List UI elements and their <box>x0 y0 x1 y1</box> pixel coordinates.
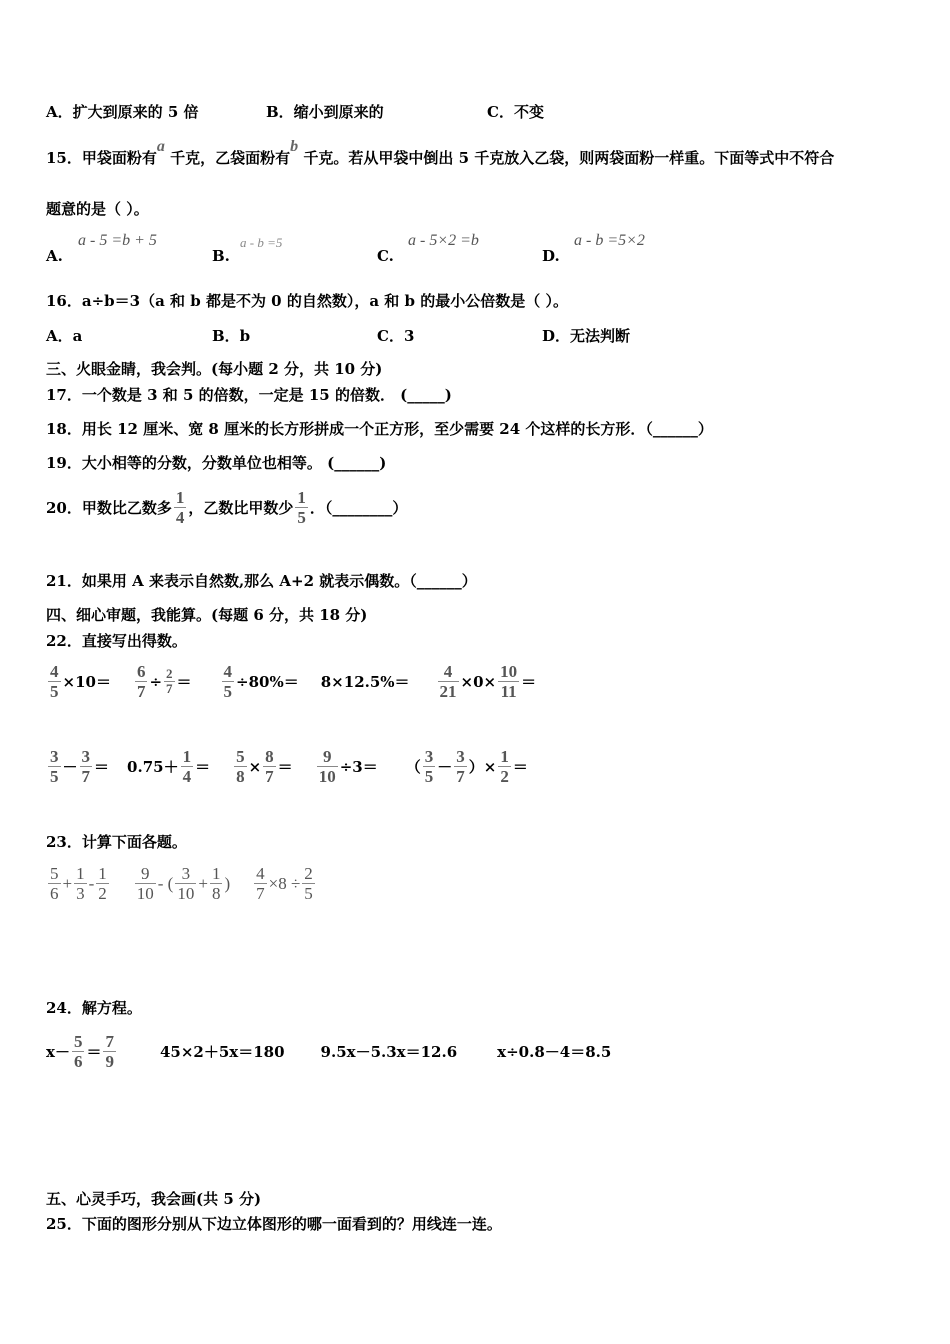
q25-text: 25．下面的图形分别从下边立体图形的哪一面看到的？用线连一连。 <box>46 1215 502 1233</box>
q22-row-2: $\frac{3}{5}$ － $\frac{3}{7}$ ＝ 0.75＋ $\frac{1}{4}$ ＝ $\frac{5}{8}$ × $\frac{8}{7}$ ＝ $\frac{9}{10}$ ÷3＝ （ $\frac{3}{5}$ － $\frac{3}{7}$ ）× $\frac{1}{2}$ ＝ <box>50 747 528 786</box>
q23-title: 23．计算下面各题。 <box>46 833 187 851</box>
q15-option-a: A. <box>46 247 63 265</box>
q17-text: 17．一个数是 3 和 5 的倍数，一定是 15 的倍数． (_____) <box>46 386 452 404</box>
q15-option-c: C. <box>377 247 394 265</box>
q22-title: 22．直接写出得数。 <box>46 632 187 650</box>
q16-option-c: C．3 <box>377 327 415 345</box>
section-4-heading: 四、细心审题，我能算。(每题 6 分，共 18 分) <box>46 606 368 624</box>
q15-text-2: 题意的是（ ）。 <box>46 200 149 218</box>
q16-option-b: B．b <box>212 327 251 345</box>
q15-expr-a: a - 5 =b + 5 <box>78 232 157 249</box>
q16-option-d: D．无法判断 <box>542 327 631 345</box>
q24-title: 24．解方程。 <box>46 999 142 1017</box>
section-5-heading: 五、心灵手巧，我会画(共 5 分) <box>46 1190 262 1208</box>
q22-row-1: $\frac{4}{5}$ ×10＝ $\frac{6}{7}$ ÷ $\frac{2}{7}$ ＝ $\frac{4}{5}$ ÷80%＝ 8×12.5%＝ $\frac{4}{21}$ ×0× $\frac{10}{11}$ ＝ <box>50 662 537 701</box>
q15-expr-d: a - b =5×2 <box>574 232 645 249</box>
q19-text: 19．大小相等的分数，分数单位也相等。 (______) <box>46 454 387 472</box>
q15-text: 15．甲袋面粉有a 千克，乙袋面粉有b 千克。若从甲袋中倒出 5 千克放入乙袋，则两袋面粉一样重。下面等式中不符合 <box>46 138 835 167</box>
q16-option-a: A．a <box>46 327 83 345</box>
q15-expr-c: a - 5×2 =b <box>408 232 479 249</box>
q14-option-b: B．缩小到原来的 <box>266 103 384 121</box>
q20-text: 20．甲数比乙数多 $\frac{1}{4}$ ，乙数比甲数少 $\frac{1}{5}$ ．（________） <box>46 488 408 527</box>
q24-equations: x－ $\frac{5}{6}$ ＝ $\frac{7}{9}$ 45×2＋5x＝180 9.5x－5.3x＝12.6 x÷0.8－4＝8.5 <box>46 1032 612 1071</box>
q16-text: 16．a÷b＝3（a 和 b 都是不为 0 的自然数），a 和 b 的最小公倍数是（ ）。 <box>46 292 568 310</box>
q15-option-d: D. <box>542 247 560 265</box>
q15-expr-b: a - b =5 <box>240 235 283 250</box>
q14-option-a: A．扩大到原来的 5 倍 <box>46 103 199 121</box>
q14-option-c: C．不变 <box>487 103 544 121</box>
q15-option-b: B. <box>212 247 230 265</box>
q23-expressions: $\frac{5}{6}$ + $\frac{1}{3}$ - $\frac{1}{2}$ $\frac{9}{10}$ - ( $\frac{3}{10}$ + $\frac{1}{8}$ ) $\frac{4}{7}$ ×8 ÷ $\frac{2}{5}$ <box>50 864 313 903</box>
q18-text: 18．用长 12 厘米、宽 8 厘米的长方形拼成一个正方形，至少需要 24 个这样的长方形．（______） <box>46 420 713 438</box>
section-3-heading: 三、火眼金睛，我会判。(每小题 2 分，共 10 分) <box>46 360 383 378</box>
q21-text: 21．如果用 A 来表示自然数,那么 A+2 就表示偶数。（______） <box>46 572 477 590</box>
